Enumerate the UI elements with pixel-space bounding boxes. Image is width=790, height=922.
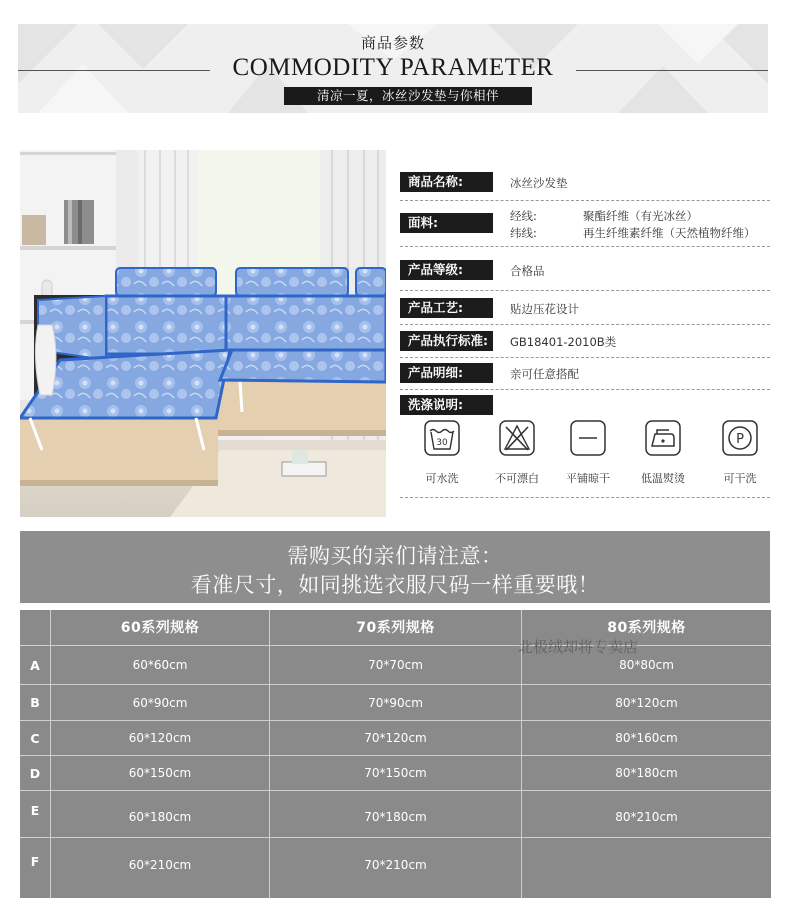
- header-banner: [18, 24, 768, 113]
- column-header: 80系列规格: [522, 610, 771, 646]
- notice-line-2: 看准尺寸，如同挑选衣服尺码一样重要哦！: [190, 573, 600, 597]
- table-cell: [522, 838, 771, 898]
- section-title-en: COMMODITY PARAMETER: [232, 54, 554, 81]
- row-label: A: [20, 646, 51, 685]
- table-cell: 80*160cm: [522, 721, 771, 756]
- table-cell: 60*180cm: [51, 791, 270, 838]
- column-header: 70系列规格: [270, 610, 522, 646]
- table-cell: 80*80cm: [522, 646, 771, 685]
- table-cell: 70*70cm: [270, 646, 522, 685]
- divider: [400, 200, 770, 201]
- wash-temp: 30: [436, 438, 448, 448]
- care-item-iron: [628, 420, 698, 486]
- spec-label: 面料:: [400, 213, 493, 233]
- table-cell: 70*150cm: [270, 756, 522, 791]
- header-corner: [20, 610, 51, 646]
- spec-value: 合格品: [510, 264, 545, 278]
- row-label: F: [20, 838, 51, 898]
- spec-value: 贴边压花设计: [510, 302, 579, 316]
- product-photo: [20, 150, 386, 517]
- divider: [400, 497, 770, 498]
- weft-value: 再生纤维素纤维（天然植物纤维）: [583, 226, 756, 240]
- table-cell: 70*90cm: [270, 685, 522, 721]
- table-cell: 80*120cm: [522, 685, 771, 721]
- weft-label: 纬线:: [510, 226, 537, 240]
- column-header: 60系列规格: [51, 610, 270, 646]
- tagline-bar: 清凉一夏，冰丝沙发垫与你相伴: [284, 87, 532, 105]
- row-label: B: [20, 685, 51, 721]
- dry-clean-letter: P: [736, 432, 744, 447]
- divider: [400, 357, 770, 358]
- table-cell: 70*210cm: [270, 838, 522, 898]
- table-cell: 60*120cm: [51, 721, 270, 756]
- row-label: D: [20, 756, 51, 791]
- wash-30-icon: [424, 420, 460, 456]
- dry-clean-icon: [722, 420, 758, 456]
- care-label: 不可漂白: [495, 472, 539, 485]
- care-label: 平铺晾干: [566, 472, 610, 485]
- table-cell: 60*150cm: [51, 756, 270, 791]
- care-item-no-bleach: [482, 420, 552, 486]
- spec-label: 商品名称:: [400, 172, 493, 192]
- table-cell: 60*210cm: [51, 838, 270, 898]
- spec-label: 洗涤说明:: [400, 395, 493, 415]
- care-item-dry-flat: [553, 420, 623, 486]
- divider: [400, 290, 770, 291]
- divider: [400, 324, 770, 325]
- divider: [400, 246, 770, 247]
- care-item-dry-clean: [705, 420, 775, 486]
- store-watermark: 北极绒却将专卖店: [518, 638, 639, 656]
- iron-low-icon: [645, 420, 681, 456]
- sofa-illustration: [20, 150, 386, 517]
- table-cell: 70*180cm: [270, 791, 522, 838]
- row-label: C: [20, 721, 51, 756]
- notice-line-1: 需购买的亲们请注意：: [287, 544, 503, 568]
- table-cell: 80*180cm: [522, 756, 771, 791]
- spec-value: GB18401-2010B类: [510, 335, 617, 349]
- spec-label: 产品明细:: [400, 363, 493, 383]
- spec-value: 冰丝沙发垫: [510, 176, 568, 190]
- table-cell: 80*210cm: [522, 791, 771, 838]
- spec-label: 产品等级:: [400, 260, 493, 280]
- care-icons: [400, 420, 770, 490]
- dry-flat-icon: [570, 420, 606, 456]
- table-cell: 70*120cm: [270, 721, 522, 756]
- table-cell: 60*60cm: [51, 646, 270, 685]
- care-label: 可干洗: [723, 472, 757, 485]
- warp-label: 经线:: [510, 209, 537, 223]
- size-table: [20, 610, 771, 898]
- section-title-cn: 商品参数: [360, 34, 425, 52]
- care-label: 可水洗: [425, 472, 459, 485]
- row-label: E: [20, 791, 51, 838]
- care-item-wash: [407, 420, 477, 486]
- spec-label: 产品工艺:: [400, 298, 493, 318]
- spec-value: 亲可任意搭配: [510, 367, 579, 381]
- divider: [400, 389, 770, 390]
- spec-label: 产品执行标准:: [400, 331, 493, 351]
- notice-banner: [20, 531, 770, 603]
- table-cell: 60*90cm: [51, 685, 270, 721]
- care-label: 低温熨烫: [641, 472, 685, 485]
- warp-value: 聚酯纤维（有光冰丝）: [583, 209, 698, 223]
- no-bleach-icon: [499, 420, 535, 456]
